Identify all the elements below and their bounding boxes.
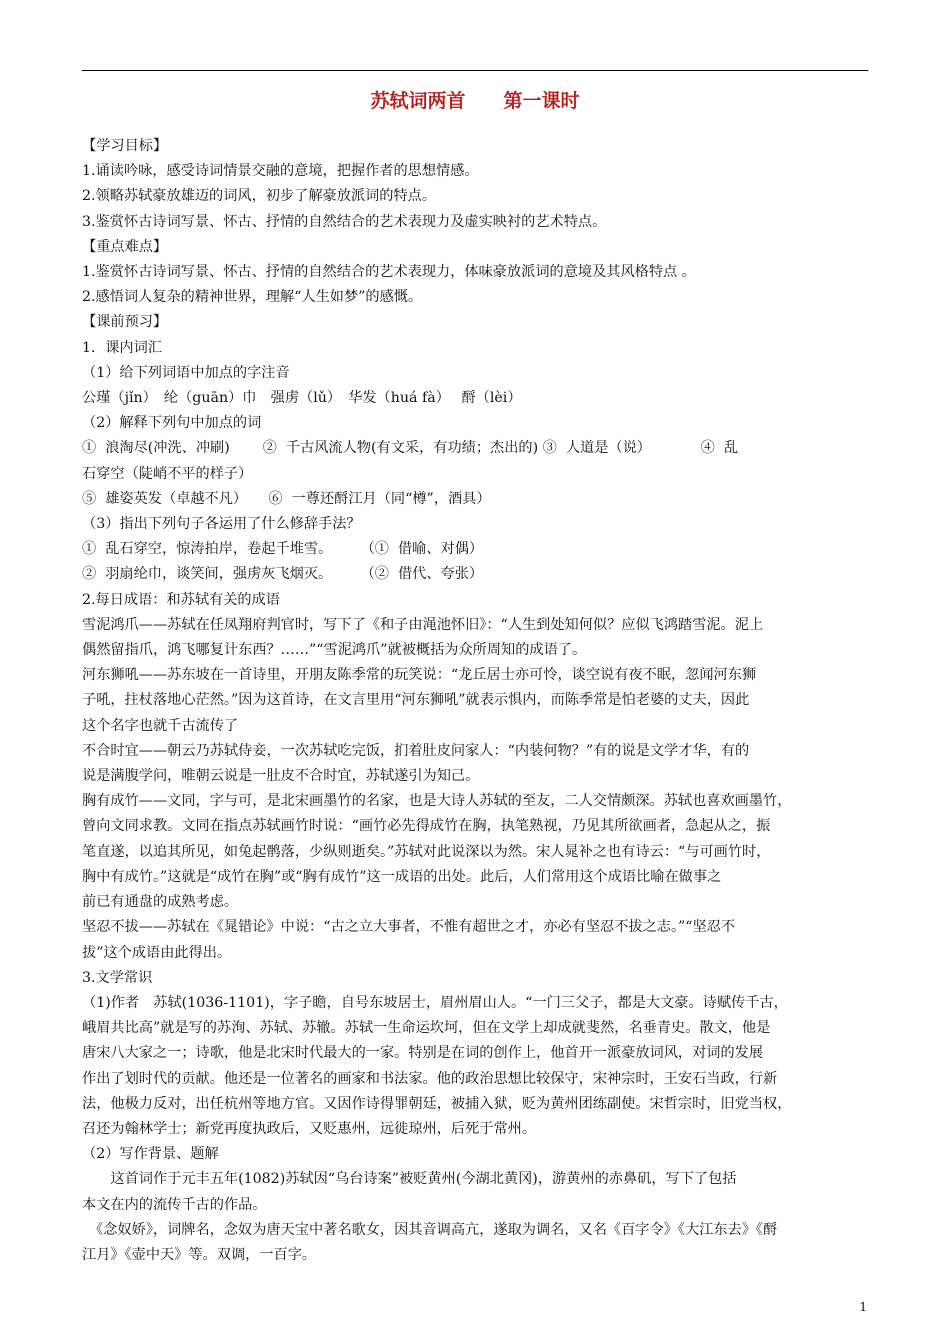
text-line: （1）给下列词语中加点的字注音 <box>82 364 290 381</box>
text-line: （2）解释下列句中加点的词 <box>82 415 262 432</box>
text-line: 本文在内的流传千古的作品。 <box>82 1196 267 1213</box>
text-line: 笔直遂，以追其所见，如兔起鹘落，少纵则逝矣。”苏轼对此说深以为然。宋人晁补之也有诗云：“与可画竹时， <box>82 843 771 860</box>
page-number: 1 <box>859 1300 867 1314</box>
text-line: 不合时宜——朝云乃苏轼侍妾，一次苏轼吃完饭，扪着肚皮问家人：“内装何物？”有的说是文学才华，有的 <box>82 742 750 759</box>
text-line: 峨眉共比高”就是写的苏洵、苏轼、苏辙。苏轼一生命运坎坷，但在文学上却成就斐然，名垂青史。散文，他是 <box>82 1020 771 1037</box>
text-line: 石穿空（陡峭不平的样子） <box>82 465 253 482</box>
top-rule <box>82 70 868 71</box>
text-line: 1.鉴赏怀古诗词写景、怀古、抒情的自然结合的艺术表现力，体味豪放派词的意境及其风格特点 。 <box>82 264 696 281</box>
text-line: （1)作者 苏轼(1036-1101)，字子瞻，自号东坡居士，眉州眉山人。“一门三父子，都是大文豪。诗赋传千古， <box>82 994 788 1011</box>
text-line: 河东狮吼——苏东坡在一首诗里，开朋友陈季常的玩笑说：“龙丘居士亦可怜，谈空说有夜不眠，忽闻河东狮 <box>82 667 757 684</box>
page-title: 苏轼词两首 第一课时 <box>370 90 580 112</box>
text-line: 2.每日成语：和苏轼有关的成语 <box>82 591 280 608</box>
text-line: 召还为翰林学士；新党再度执政后，又贬惠州，远徙琼州，后死于常州。 <box>82 1120 537 1137</box>
text-line: 子吼，拄杖落地心茫然。”因为这首诗，在文言里用“河东狮吼”就表示惧内，而陈季常是怕老婆的丈夫，因此 <box>82 692 750 709</box>
text-line: 说是满腹学问，唯朝云说是一肚皮不合时宜，苏轼遂引为知己。 <box>82 768 480 785</box>
document-body <box>82 134 868 1268</box>
text-line: ⑤ 雄姿英发（卓越不凡） ⑥ 一尊还酹江月（同“樽”，酒具） <box>82 490 491 507</box>
text-line: 前已有通盘的成熟考虑。 <box>82 894 239 911</box>
text-line: 法，他极力反对，出任杭州等地方官。又因作诗得罪朝廷，被捕入狱，贬为黄州团练副使。宋哲宗时，旧党当权， <box>82 1095 792 1112</box>
text-line: 【学习目标】 <box>82 138 168 154</box>
text-line: 拔”这个成语由此得出。 <box>82 944 232 961</box>
text-line: ① 浪淘尽(冲洗、冲刷) ② 千古风流人物(有文采，有功绩；杰出的) ③ 人道是（说） ④ 乱 <box>82 440 739 457</box>
text-line: 【重点难点】 <box>82 238 168 255</box>
text-line: 公瑾（jǐn） 纶（guān）巾 强虏（lǔ） 华发（huá fà） 酹（lèi） <box>82 390 522 407</box>
text-line: 作出了划时代的贡献。他还是一位著名的画家和书法家。他的政治思想比较保守，宋神宗时，王安石当政，行新 <box>82 1070 778 1087</box>
text-line: ② 羽扇纶巾，谈笑间，强虏灰飞烟灭。 （② 借代、夸张） <box>82 566 484 583</box>
text-line: 坚忍不拔——苏轼在《晁错论》中说：“古之立大事者，不惟有超世之才，亦必有坚忍不拔之志。”“坚忍不 <box>82 919 736 936</box>
text-line: 曾向文同求教。文同在指点苏轼画竹时说：“画竹必先得成竹在胸，执笔熟视，乃见其所欲画者，急起从之，振 <box>82 818 771 835</box>
text-line: 《念奴娇》，词牌名，念奴为唐天宝中著名歌女，因其音调高亢，遂取为调名，又名《百字令》《大江东去》《酹 <box>82 1221 778 1238</box>
text-line: 偶然留指爪，鸿飞哪复计东西？……”“雪泥鸿爪”就被概括为众所周知的成语了。 <box>82 642 587 659</box>
text-line: 这个名字也就千古流传了 <box>82 717 239 734</box>
text-line: 2.领略苏轼豪放雄迈的词风，初步了解豪放派词的特点。 <box>82 188 437 205</box>
text-line: （3）指出下列句子各运用了什么修辞手法？ <box>82 516 361 533</box>
text-line: 1．课内词汇 <box>82 339 162 356</box>
text-line: 2.感悟词人复杂的精神世界，理解“人生如梦”的感慨。 <box>82 289 423 306</box>
text-line: 3.鉴赏怀古诗词写景、怀古、抒情的自然结合的艺术表现力及虚实映衬的艺术特点。 <box>82 213 607 230</box>
text-line: （2）写作背景、题解 <box>82 1146 219 1163</box>
text-line: 胸中有成竹。”这就是“成竹在胸”或“胸有成竹”这一成语的出处。此后，人们常用这个成语比喻在做事之 <box>82 868 722 885</box>
text-line: ① 乱石穿空，惊涛拍岸，卷起千堆雪。 （① 借喻、对偶） <box>82 541 484 558</box>
text-line: 3.文学常识 <box>82 969 153 986</box>
text-line: 胸有成竹——文同，字与可，是北宋画墨竹的名家，也是大诗人苏轼的至友，二人交情颇深。苏轼也喜欢画墨竹， <box>82 793 792 810</box>
text-line: 雪泥鸿爪——苏轼在任凤翔府判官时，写下了《和子由渑池怀旧》：“人生到处知何似？应似飞鸿踏雪泥。泥上 <box>82 616 764 633</box>
text-line: 1.诵读吟咏，感受诗词情景交融的意境，把握作者的思想情感。 <box>82 163 479 180</box>
text-line: 江月》《壶中天》等。双调，一百字。 <box>82 1246 317 1263</box>
text-line: 【课前预习】 <box>82 314 168 331</box>
text-line: 这首词作于元丰五年(1082)苏轼因“乌台诗案”被贬黄州(今湖北黄冈)，游黄州的赤鼻矶，写下了包括 <box>82 1171 737 1188</box>
text-line: 唐宋八大家之一；诗歌，他是北宋时代最大的一家。特别是在词的创作上，他首开一派豪放词风，对词的发展 <box>82 1045 764 1062</box>
